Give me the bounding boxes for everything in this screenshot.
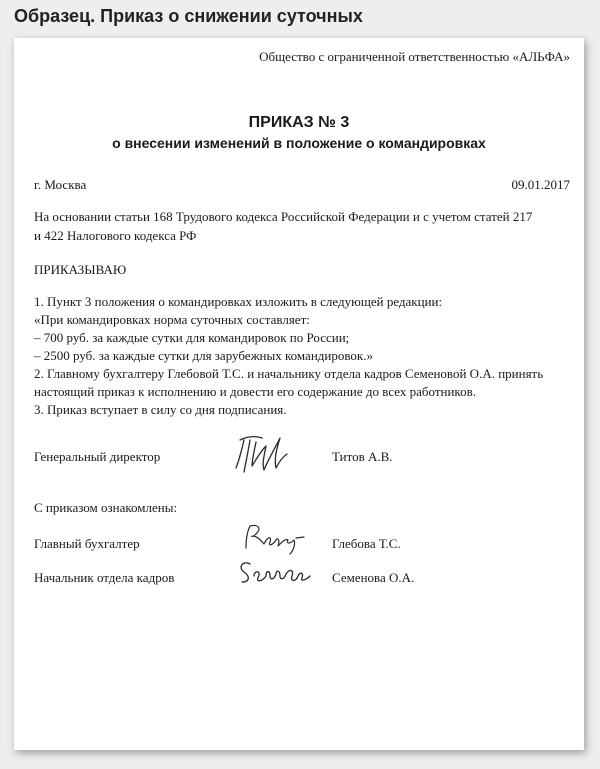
- director-name: Титов А.В.: [332, 449, 393, 464]
- order-item-line: 3. Приказ вступает в силу со дня подписания.: [34, 402, 287, 417]
- signer-position: Начальник отдела кадров: [34, 570, 175, 585]
- acquainted-label: С приказом ознакомлены:: [34, 500, 178, 515]
- basis-line: и 422 Налогового кодекса РФ: [34, 228, 197, 243]
- document-title: ПРИКАЗ № 3: [248, 114, 350, 131]
- signer-name: Глебова Т.С.: [332, 536, 401, 551]
- signer-position: Главный бухгалтер: [34, 536, 140, 551]
- document-date: 09.01.2017: [511, 177, 570, 192]
- order-item-line: настоящий приказ к исполнению и довести его содержание до всех работников.: [34, 384, 476, 399]
- order-item-line: 2. Главному бухгалтеру Глебовой Т.С. и начальнику отдела кадров Семеновой О.А. принять: [34, 366, 544, 381]
- document-page: [14, 38, 584, 750]
- order-word: ПРИКАЗЫВАЮ: [34, 262, 127, 277]
- document-city: г. Москва: [34, 177, 87, 192]
- order-item-line: – 700 руб. за каждые сутки для командировок по России;: [34, 330, 350, 345]
- organization-name: Общество с ограниченной ответственностью «АЛЬФА»: [259, 49, 570, 64]
- signer-name: Семенова О.А.: [332, 570, 415, 585]
- basis-line: На основании статьи 168 Трудового кодекса Российской Федерации и с учетом статей 217: [34, 209, 533, 224]
- director-position: Генеральный директор: [34, 449, 161, 464]
- caption-title: Образец. Приказ о снижении суточных: [14, 6, 363, 26]
- order-item-line: «При командировках норма суточных составляет:: [34, 312, 310, 327]
- order-item-line: – 2500 руб. за каждые сутки для зарубежных командировок.»: [34, 348, 373, 363]
- order-item-line: 1. Пункт 3 положения о командировках изложить в следующей редакции:: [34, 294, 443, 309]
- document-subtitle: о внесении изменений в положение о командировках: [112, 135, 486, 151]
